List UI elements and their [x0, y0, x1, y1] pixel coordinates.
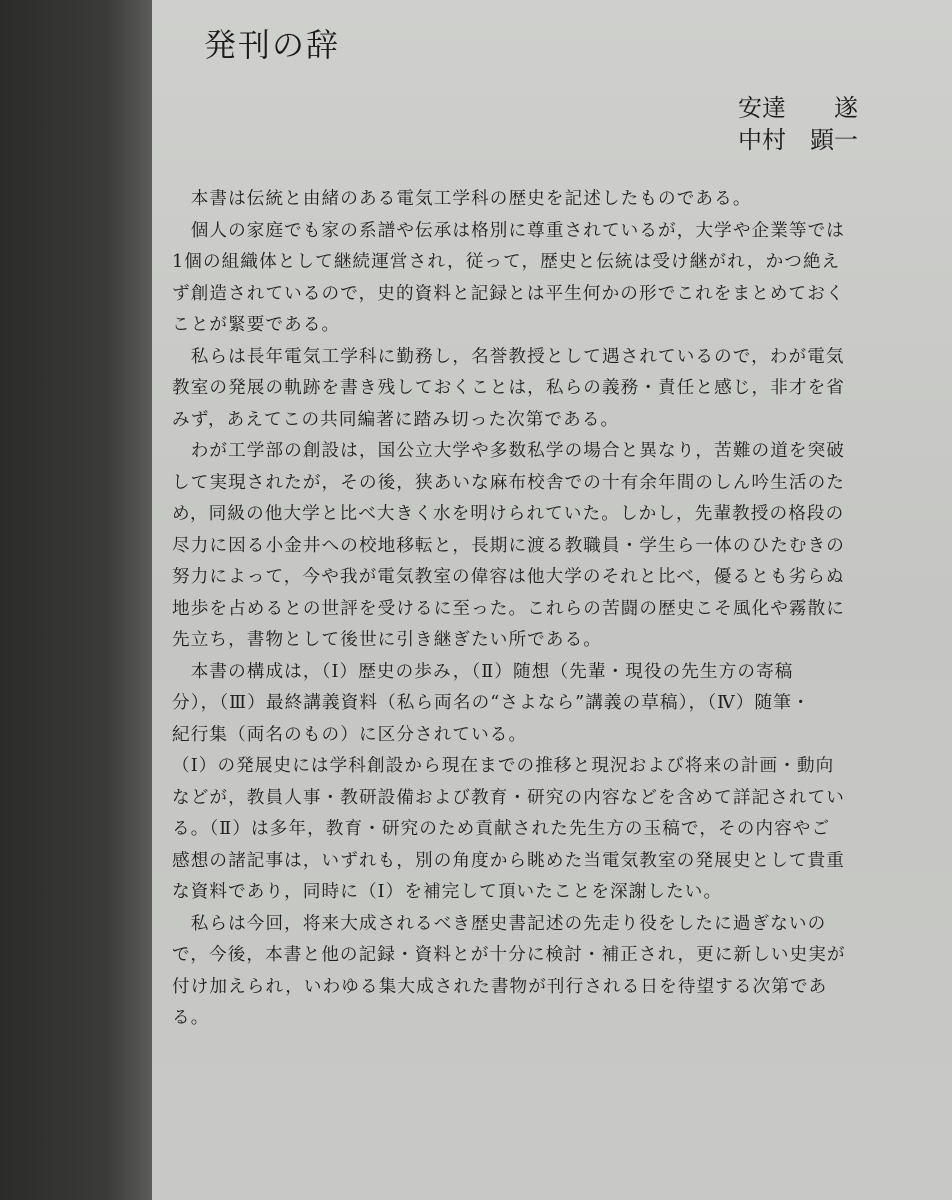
- text-line: 感想の諸記事は，いずれも，別の角度から眺めた当電気教室の発展史として貴重: [172, 850, 845, 871]
- text-line: して実現されたが，その後，狭あいな麻布校舎での十有余年間のしん吟生活のた: [172, 472, 845, 493]
- text-line: 個人の家庭でも家の系譜や伝承は格別に尊重されているが，大学や企業等では: [172, 220, 845, 241]
- body-text: [172, 184, 932, 1035]
- text-line: 私らは長年電気工学科に勤務し，名誉教授として遇されているので，わが電気: [172, 346, 845, 367]
- author-name: 安達 遂: [738, 94, 858, 122]
- text-line: などが，教員人事・教研設備および教育・研究の内容などを含めて詳記されてい: [172, 787, 845, 808]
- text-line: 付け加えられ，いわゆる集大成された書物が刊行される日を待望する次第であ: [172, 976, 828, 997]
- text-line: わが工学部の創設は，国公立大学や多数私学の場合と異なり，苦難の道を突破: [172, 441, 845, 461]
- text-line: （Ⅰ）の発展史には学科創設から現在までの推移と現況および将来の計画・動向: [172, 756, 835, 776]
- text-line: め，同級の他大学と比べ大きく水を明けられていた。しかし，先輩教授の格段の: [172, 504, 845, 524]
- text-line: 努力によって，今や我が電気教室の偉容は他大学のそれと比べ，優るとも劣らぬ: [172, 567, 845, 587]
- text-line: で，今後，本書と他の記録・資料とが十分に検討・補正され，更に新しい史実が: [172, 945, 846, 965]
- text-line: 地歩を占めるとの世評を受けるに至った。これらの苦闘の歴史こそ風化や霧散に: [172, 598, 845, 619]
- text-line: 私らは今回，将来大成されるべき歴史書記述の先走り役をしたに過ぎないの: [172, 913, 827, 934]
- text-line: みず，あえてこの共同編著に踏み切った次第である。: [172, 409, 620, 430]
- text-line: 教室の発展の軌跡を書き残しておくことは，私らの義務・責任と感じ，非才を省: [172, 378, 845, 398]
- text-line: な資料であり，同時に（Ⅰ）を補完して頂いたことを深謝したい。: [172, 882, 723, 902]
- text-line: 尽力に因る小金井への校地移転と，長期に渡る教職員・学生ら一体のひたむきの: [172, 535, 845, 556]
- author-name: 中村 顕一: [738, 126, 858, 154]
- text-line: 分），（Ⅲ）最終講義資料（私ら両名の“さよなら”講義の草稿），（Ⅳ）随筆・: [172, 693, 811, 713]
- text-line: 先立ち，書物として後世に引き継ぎたい所である。: [172, 630, 602, 650]
- book-page: [152, 0, 952, 1200]
- text-line: 本書の構成は，（Ⅰ）歴史の歩み，（Ⅱ）随想（先輩・現役の先生方の寄稿: [172, 661, 794, 682]
- author-block: [738, 92, 938, 156]
- text-line: る。（Ⅱ）は多年，教育・研究のため貢献された先生方の玉稿で，その内容やご: [172, 819, 831, 839]
- text-line: る。: [172, 1008, 210, 1028]
- page-title: 発刊の辞: [204, 26, 341, 64]
- text-line: ことが緊要である。: [172, 315, 341, 335]
- text-line: ず創造されているので，史的資料と記録とは平生何かの形でこれをまとめておく: [172, 283, 845, 304]
- text-line: 紀行集（両名のもの）に区分されている。: [172, 724, 528, 745]
- text-line: 1個の組織体として継続運営され，従って，歴史と伝統は受け継がれ，かつ絶え: [172, 252, 841, 272]
- book-spine-shadow: [0, 0, 152, 1200]
- text-line: 本書は伝統と由緒のある電気工学科の歴史を記述したものである。: [172, 189, 752, 209]
